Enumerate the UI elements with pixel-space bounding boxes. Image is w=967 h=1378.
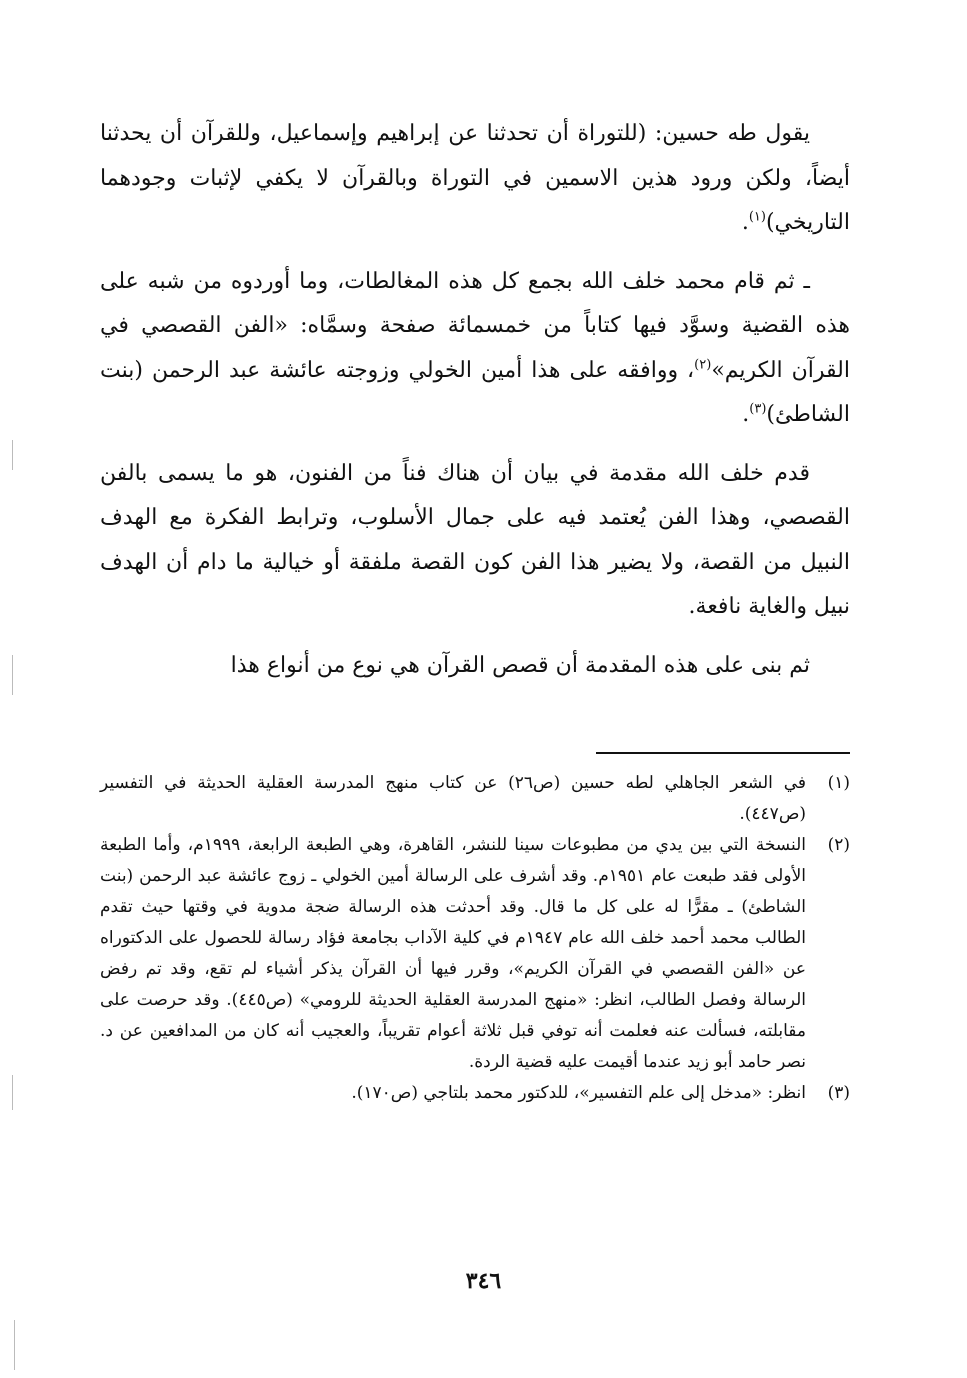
paragraph-3-text: قدم خلف الله مقدمة في بيان أن هناك فناً من الفنون، هو ما يسمى بالفن القصصي، وهذا الفن يُعتمد فيه على جمال الأسلوب، وترابط الفكرة مع الهدف النبيل من القصة، ولا يضير هذا الفن كون القصة ملفقة أو خيالية ما دام أن الهدف نبيل والغاية نافعة. — [100, 460, 850, 619]
footnote-3-text: انظر: «مدخل إلى علم التفسير»، للدكتور محمد بلتاجي (ص١٧٠). — [351, 1083, 806, 1103]
footnote-1 — [100, 768, 850, 830]
page-number: ٣٤٦ — [465, 1268, 502, 1294]
footnote-ref-3[interactable]: (٣) — [749, 401, 767, 417]
paragraph-3 — [100, 452, 850, 630]
paragraph-1-text: يقول طه حسين: (للتوراة أن تحدثنا عن إبراهيم وإسماعيل، وللقرآن أن يحدثنا أيضاً، ولكن ورود هذين الاسمين في التوراة وبالقرآن لا يكفي لإثبات وجودهما التاريخي) — [100, 121, 850, 235]
paragraph-2-end: . — [742, 402, 750, 427]
paragraph-2 — [100, 260, 850, 438]
footnote-1-number: (١) — [827, 773, 850, 793]
footnote-2-text: النسخة التي بين يدي من مطبوعات سينا للنشر، القاهرة، وهي الطبعة الرابعة، ١٩٩٩م، وأما الطبعة الأولى فقد طبعت عام ١٩٥١م. وقد أشرف على الرسالة أمين الخولي ـ زوج عائشة عبد الرحمن (بنت الشاطئ) ـ مقرًّا له على كل ما قال. وقد أحدثت هذه الرسالة ضجة مدوية في وقتها حيث تقدم الطالب محمد أحمد خلف الله عام ١٩٤٧م في كلية الآداب بجامعة فؤاد رسالة للحصول على الدكتوراه عن «الفن القصصي في القرآن الكريم»، وقرر فيها أن القرآن يذكر أشياء لم تقع، وقد تم رفض الرسالة وفصل الطالب، انظر: «منهج المدرسة العقلية الحديثة للرومي» (ص٤٤٥). وقد حرصت على مقابلته، فسألت عنه فعلمت أنه توفي قبل ثلاثة أعوام تقريباً، والعجيب أنه كان من المدافعين عن د. نصر حامد أبو زيد عندما أقيمت عليه قضية الردة. — [100, 835, 806, 1072]
paragraph-1 — [100, 112, 850, 246]
paragraph-4 — [100, 644, 850, 689]
paragraph-2-text-b: ، ووافقه على هذا أمين الخولي وزوجته عائشة عبد الرحمن (بنت الشاطئ) — [100, 357, 850, 427]
paragraph-1-end: . — [741, 210, 749, 235]
scan-margin-mark — [14, 1320, 15, 1370]
main-text — [100, 112, 850, 688]
footnote-1-text: في الشعر الجاهلي لطه حسين (ص٢٦) عن كتاب منهج المدرسة العقلية الحديثة في التفسير (ص٤٤٧). — [100, 773, 807, 824]
paragraph-4-text: ثم بنى على هذه المقدمة أن قصص القرآن هي نوع من أنواع هذا — [230, 652, 810, 678]
footnote-2-number: (٢) — [827, 835, 850, 855]
footnote-2 — [100, 830, 850, 1078]
scan-margin-mark — [12, 1075, 13, 1110]
scan-margin-mark — [12, 440, 13, 470]
scan-margin-mark — [12, 655, 13, 695]
footnote-separator — [596, 752, 850, 754]
footnote-ref-2[interactable]: (٢) — [694, 357, 712, 373]
footnote-3-number: (٣) — [827, 1083, 850, 1103]
paragraph-2-text-a: ـ ثم قام محمد خلف الله بجمع كل هذه المغالطات، وما أوردوه من شبه على هذه القضية وسوَّد فيها كتاباً من خمسمائة صفحة وسمَّاه: «الفن القصصي في القرآن الكريم» — [100, 268, 850, 383]
footnote-3 — [100, 1078, 850, 1109]
footnote-ref-1[interactable]: (١) — [748, 209, 766, 225]
footnotes — [100, 768, 850, 1109]
